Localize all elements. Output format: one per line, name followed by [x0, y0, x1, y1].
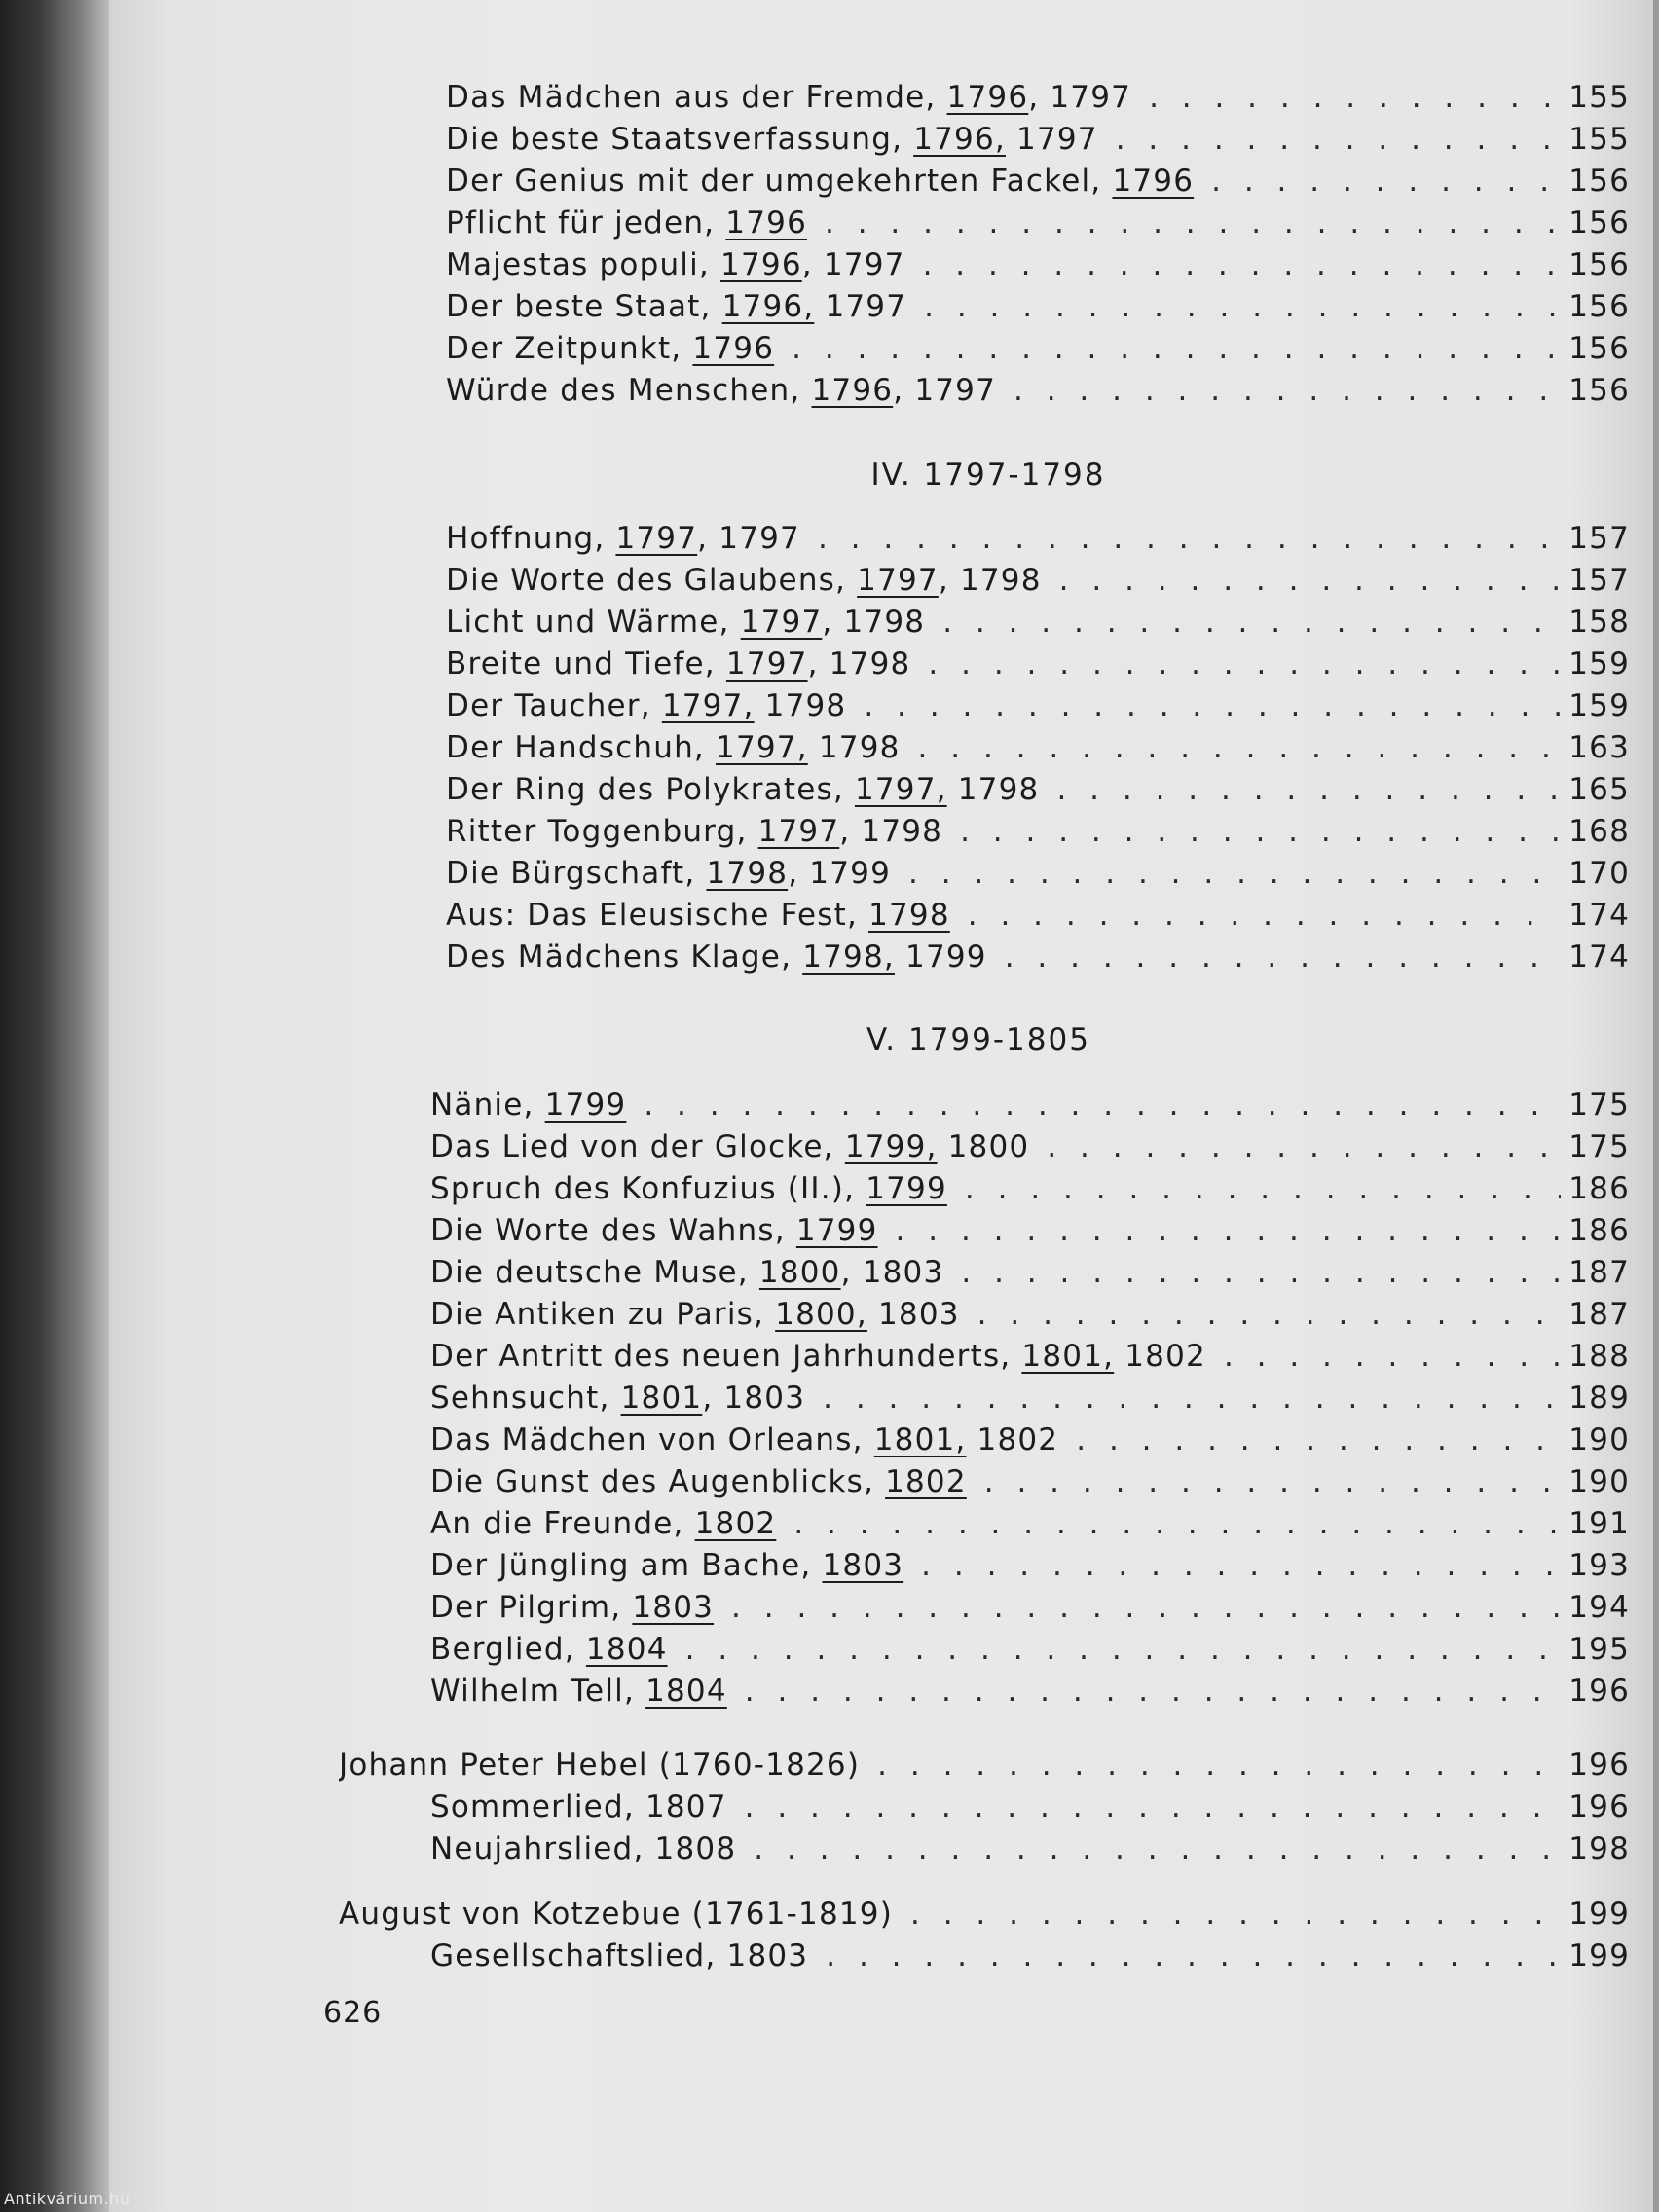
toc-entry: Der Pilgrim, 1803 . . . 194 [430, 1590, 1630, 1629]
toc-entry: Gesellschaftslied, 1803 . . . 199 [430, 1938, 1630, 1977]
toc-entry: Der beste Staat, 1796, 1797 . . . 156 [446, 289, 1630, 328]
toc-entry: Das Mädchen aus der Fremde, 1796, 1797 . . . 155 [446, 80, 1630, 119]
toc-entry: Sehnsucht, 1801, 1803 . . . 189 [430, 1381, 1630, 1419]
toc-entry: Der Taucher, 1797, 1798 . . . 159 [446, 688, 1630, 727]
author-entry: August von Kotzebue (1761-1819) . . . 199 [339, 1897, 1630, 1936]
page-edge [1653, 0, 1659, 2212]
toc-entry: Berglied, 1804 . . . 195 [430, 1632, 1630, 1671]
toc-entry: Breite und Tiefe, 1797, 1798 . . . 159 [446, 646, 1630, 685]
toc-entry: Der Zeitpunkt, 1796 . . . 156 [446, 331, 1630, 370]
toc-entry: Pflicht für jeden, 1796 . . . 156 [446, 205, 1630, 244]
toc-entry: Die Antiken zu Paris, 1800, 1803 . . . 187 [430, 1297, 1630, 1336]
toc-entry: An die Freunde, 1802 . . . 191 [430, 1506, 1630, 1545]
watermark-text: Antikvárium.hu [4, 2190, 130, 2208]
toc-entry: Nänie, 1799 . . . 175 [430, 1088, 1630, 1126]
toc-entry: Der Genius mit der umgekehrten Fackel, 1796 . . . 156 [446, 164, 1630, 203]
toc-entry: Der Ring des Polykrates, 1797, 1798 . . . 165 [446, 772, 1630, 811]
toc-entry: Die beste Staatsverfassung, 1796, 1797 . . . 155 [446, 122, 1630, 161]
toc-entry: Die deutsche Muse, 1800, 1803 . . . 187 [430, 1255, 1630, 1294]
toc-entry: Des Mädchens Klage, 1798, 1799 . . . 174 [446, 940, 1630, 978]
section-4-heading: IV. 1797-1798 [870, 458, 1106, 493]
book-spine-shadow [0, 0, 115, 2212]
toc-entry: Aus: Das Eleusische Fest, 1798 . . . 174 [446, 898, 1630, 937]
toc-entry: Spruch des Konfuzius (II.), 1799 . . . 186 [430, 1171, 1630, 1210]
toc-entry: Der Jüngling am Bache, 1803 . . . 193 [430, 1548, 1630, 1587]
toc-entry: Der Antritt des neuen Jahrhunderts, 1801, 1802 . . . 188 [430, 1339, 1630, 1378]
toc-entry: Das Mädchen von Orleans, 1801, 1802 . . . 190 [430, 1422, 1630, 1461]
author-entry: Johann Peter Hebel (1760-1826) . . . 196 [339, 1748, 1630, 1787]
toc-entry: Licht und Wärme, 1797, 1798 . . . 158 [446, 605, 1630, 644]
toc-entry: Ritter Toggenburg, 1797, 1798 . . . 168 [446, 814, 1630, 853]
toc-entry: Hoffnung, 1797, 1797 . . . 157 [446, 521, 1630, 560]
toc-entry: Majestas populi, 1796, 1797 . . . 156 [446, 247, 1630, 286]
toc-entry: Der Handschuh, 1797, 1798 . . . 163 [446, 730, 1630, 769]
toc-entry: Die Bürgschaft, 1798, 1799 . . . 170 [446, 856, 1630, 895]
toc-entry: Die Gunst des Augenblicks, 1802 . . . 190 [430, 1464, 1630, 1503]
toc-entry: Würde des Menschen, 1796, 1797 . . . 156 [446, 373, 1630, 412]
toc-entry: Wilhelm Tell, 1804 . . . 196 [430, 1674, 1630, 1713]
toc-entry: Die Worte des Wahns, 1799 . . . 186 [430, 1213, 1630, 1252]
section-5-heading: V. 1799-1805 [866, 1022, 1090, 1057]
toc-entry: Die Worte des Glaubens, 1797, 1798 . . . 157 [446, 563, 1630, 602]
toc-entry: Das Lied von der Glocke, 1799, 1800 . . . 175 [430, 1129, 1630, 1168]
page-number: 626 [323, 1996, 383, 2030]
toc-entry: Neujahrslied, 1808 . . . 198 [430, 1831, 1630, 1870]
toc-entry: Sommerlied, 1807 . . . 196 [430, 1789, 1630, 1828]
